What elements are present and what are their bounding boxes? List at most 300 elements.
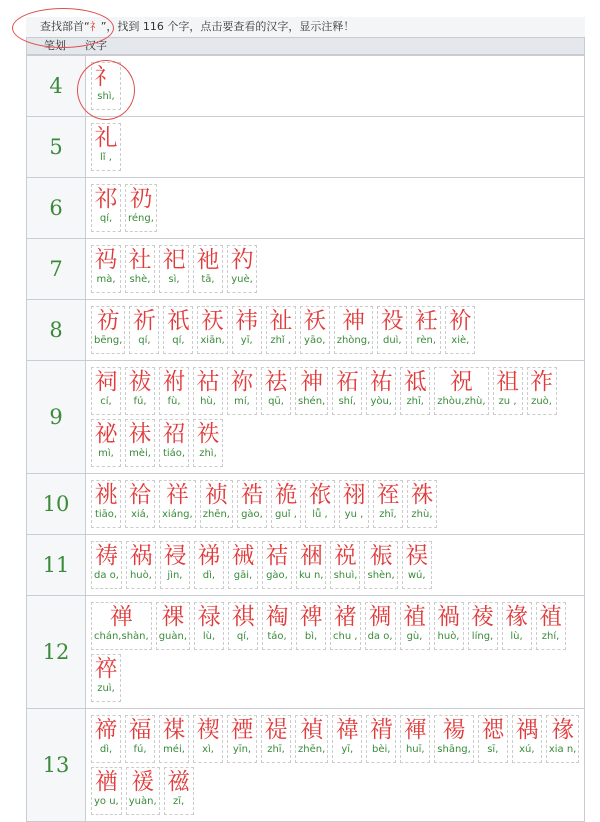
character-list [86, 361, 585, 474]
character-list [86, 56, 585, 117]
notice-prefix: 查找部首“ [40, 20, 90, 33]
character-glyph[interactable]: 禐 [131, 769, 155, 795]
character-pinyin: xiān, [200, 335, 225, 346]
stroke-group-row [27, 709, 585, 822]
character-glyph[interactable]: 褌 [403, 717, 427, 743]
character-cell[interactable] [366, 367, 396, 415]
character-cell[interactable] [237, 480, 267, 528]
character-cell[interactable] [193, 245, 223, 293]
character-cell[interactable] [296, 541, 327, 589]
character-glyph[interactable]: 社 [128, 247, 152, 273]
character-glyph[interactable]: 禃 [539, 604, 563, 630]
stroke-count: 9 [27, 361, 86, 474]
character-cell[interactable] [296, 602, 326, 650]
character-cell[interactable] [91, 541, 122, 589]
character-cell[interactable] [266, 306, 296, 354]
character-pinyin: zhǐ , [270, 335, 292, 346]
character-glyph[interactable]: 礼 [94, 125, 118, 151]
character-glyph[interactable]: 祒 [162, 421, 186, 447]
character-pinyin: dì, [202, 570, 216, 581]
character-glyph[interactable]: 祠 [94, 369, 118, 395]
character-pinyin: duì, [382, 335, 402, 346]
character-glyph[interactable]: 禒 [551, 717, 575, 743]
character-glyph[interactable]: 禖 [162, 717, 186, 743]
character-cell[interactable] [91, 306, 125, 354]
character-glyph[interactable]: 祎 [235, 308, 259, 334]
character-pinyin: yu , [344, 509, 364, 520]
character-pinyin: wú, [407, 570, 426, 581]
character-glyph[interactable]: 祲 [163, 543, 187, 569]
character-cell[interactable] [334, 306, 374, 354]
character-cell[interactable] [227, 245, 257, 293]
character-cell[interactable] [305, 480, 335, 528]
character-glyph[interactable]: 禄 [197, 604, 221, 630]
character-cell[interactable] [193, 419, 223, 467]
character-glyph[interactable]: 祑 [196, 421, 220, 447]
character-glyph[interactable]: 祮 [265, 543, 289, 569]
character-glyph[interactable]: 祴 [231, 543, 255, 569]
character-glyph[interactable]: 禋 [230, 717, 254, 743]
character-pinyin: yīn, [232, 744, 252, 755]
character-cell[interactable] [400, 367, 430, 415]
stroke-count: 12 [27, 596, 86, 709]
character-flow [91, 478, 584, 530]
character-cell[interactable] [91, 367, 121, 415]
character-glyph[interactable]: 禉 [94, 769, 118, 795]
character-cell[interactable] [197, 306, 227, 354]
character-glyph[interactable]: 祃 [94, 247, 118, 273]
character-glyph[interactable]: 祧 [94, 482, 118, 508]
character-glyph[interactable]: 衸 [448, 308, 472, 334]
character-glyph[interactable]: 禌 [167, 769, 191, 795]
character-cell[interactable] [536, 602, 566, 650]
character-pinyin: bèi, [372, 744, 391, 755]
character-flow [91, 182, 584, 234]
character-glyph[interactable]: 衽 [414, 308, 438, 334]
character-pinyin: chu , [333, 631, 358, 642]
character-glyph[interactable]: 礿 [230, 247, 254, 273]
character-cell[interactable] [546, 715, 580, 763]
character-glyph[interactable]: 祗 [403, 369, 427, 395]
character-glyph[interactable]: 禔 [264, 717, 288, 743]
character-flow [91, 60, 584, 112]
character-glyph[interactable]: 神 [300, 369, 324, 395]
character-pinyin: tā, [201, 274, 215, 285]
character-cell[interactable] [332, 715, 362, 763]
character-cell[interactable] [91, 715, 121, 763]
character-pinyin: rèn, [416, 335, 437, 346]
character-pinyin: yī, [240, 335, 253, 346]
character-cell[interactable] [364, 541, 397, 589]
character-cell[interactable] [91, 419, 121, 467]
character-cell[interactable] [163, 306, 193, 354]
character-pinyin: réng, [128, 213, 154, 224]
character-pinyin: fù, [167, 396, 181, 407]
character-glyph[interactable]: 禓 [442, 717, 466, 743]
character-pinyin: hù, [200, 396, 216, 407]
character-glyph[interactable]: 祢 [230, 369, 254, 395]
character-cell[interactable] [91, 602, 152, 650]
character-table [26, 55, 585, 822]
header-chars: 汉字 [85, 39, 107, 52]
character-pinyin: gào, [266, 570, 288, 581]
stroke-group-row [27, 596, 585, 709]
character-cell[interactable] [227, 715, 257, 763]
character-pinyin: sì, [168, 274, 180, 285]
character-pinyin: méi, [163, 744, 185, 755]
character-glyph[interactable]: 祱 [333, 543, 357, 569]
character-pinyin: xì, [202, 744, 214, 755]
character-glyph[interactable]: 祥 [165, 482, 189, 508]
character-cell[interactable] [493, 367, 523, 415]
character-cell[interactable] [126, 767, 160, 815]
character-pinyin: shuì, [333, 570, 358, 581]
character-glyph[interactable]: 祽 [94, 656, 118, 682]
character-cell[interactable] [365, 602, 396, 650]
character-cell[interactable] [160, 541, 190, 589]
character-pinyin: lǐ , [100, 152, 112, 163]
character-glyph[interactable]: 祾 [471, 604, 495, 630]
character-cell[interactable] [512, 715, 542, 763]
character-glyph[interactable]: 祹 [265, 604, 289, 630]
stroke-group-row [27, 474, 585, 535]
character-glyph[interactable]: 祇 [166, 308, 190, 334]
notice-radical: 礻 [89, 20, 101, 33]
character-pinyin: qí, [172, 335, 185, 346]
character-pinyin: gāi, [233, 570, 253, 581]
character-glyph[interactable]: 禍 [437, 604, 461, 630]
character-pinyin: zhī, [379, 509, 397, 520]
character-cell[interactable] [339, 480, 369, 528]
character-cell[interactable] [228, 541, 258, 589]
character-cell[interactable] [366, 715, 396, 763]
character-list [86, 300, 585, 361]
character-list [86, 535, 585, 596]
radical-search-results [26, 17, 585, 822]
character-pinyin: táo, [267, 631, 287, 642]
character-pinyin: lǚ , [312, 509, 328, 520]
character-glyph[interactable]: 祋 [380, 308, 404, 334]
character-pinyin: fú, [133, 744, 147, 755]
character-glyph[interactable]: 祓 [128, 369, 152, 395]
character-glyph[interactable]: 禃 [403, 604, 427, 630]
character-cell[interactable] [445, 306, 475, 354]
character-glyph[interactable]: 祆 [201, 308, 225, 334]
character-glyph[interactable]: 祪 [274, 482, 298, 508]
character-cell[interactable] [478, 715, 508, 763]
character-glyph[interactable]: 禊 [196, 717, 220, 743]
character-cell[interactable] [400, 602, 430, 650]
character-glyph[interactable]: 祦 [405, 543, 429, 569]
character-pinyin: yuè, [231, 274, 253, 285]
character-glyph[interactable]: 禕 [335, 717, 359, 743]
character-cell[interactable] [262, 602, 292, 650]
character-pinyin: zhēn, [298, 744, 326, 755]
character-cell[interactable] [125, 715, 155, 763]
character-glyph[interactable]: 祂 [196, 247, 220, 273]
character-pinyin: bēng, [94, 335, 123, 346]
character-cell[interactable] [156, 602, 190, 650]
character-pinyin: yòu, [370, 396, 392, 407]
character-cell[interactable] [468, 602, 498, 650]
character-pinyin: líng, [471, 631, 494, 642]
character-cell[interactable] [434, 602, 464, 650]
character-glyph[interactable]: 祬 [376, 482, 400, 508]
character-pinyin: zhí, [541, 631, 560, 642]
character-list [86, 178, 585, 239]
character-glyph[interactable]: 祈 [132, 308, 156, 334]
character-glyph[interactable]: 祕 [94, 421, 118, 447]
character-pinyin: zhòu,zhù, [437, 396, 486, 407]
character-pinyin: gù, [406, 631, 423, 642]
character-glyph[interactable]: 祝 [449, 369, 473, 395]
character-pinyin: zuò, [531, 396, 552, 407]
stroke-group-row [27, 56, 585, 117]
character-cell[interactable] [125, 480, 155, 528]
character-pinyin: huò, [129, 570, 152, 581]
character-cell[interactable] [159, 367, 189, 415]
character-pinyin: qí, [236, 631, 250, 642]
character-pinyin: yāo, [304, 335, 326, 346]
character-cell[interactable] [330, 602, 361, 650]
character-glyph[interactable]: 祐 [369, 369, 393, 395]
character-glyph[interactable]: 祉 [269, 308, 293, 334]
character-cell[interactable] [194, 541, 224, 589]
character-glyph[interactable]: 祤 [342, 482, 366, 508]
character-cell[interactable] [126, 541, 156, 589]
character-cell[interactable] [125, 184, 157, 232]
character-glyph[interactable]: 祛 [264, 369, 288, 395]
character-pinyin: shí, [338, 396, 356, 407]
character-pinyin: xú, [519, 744, 535, 755]
character-pinyin: fú, [133, 396, 147, 407]
character-pinyin: qū, [268, 396, 284, 407]
character-cell[interactable] [91, 184, 121, 232]
character-cell[interactable] [434, 715, 474, 763]
character-pinyin: mí, [234, 396, 250, 407]
character-cell[interactable] [91, 62, 121, 110]
character-pinyin: zhòng, [336, 335, 371, 346]
character-cell[interactable] [271, 480, 301, 528]
character-cell[interactable] [330, 541, 360, 589]
character-glyph[interactable]: 祅 [303, 308, 327, 334]
character-glyph[interactable]: 祜 [196, 369, 220, 395]
character-pinyin: zu , [498, 396, 517, 407]
character-pinyin: lù, [510, 631, 523, 642]
character-pinyin: guàn, [158, 631, 188, 642]
character-cell[interactable] [125, 367, 155, 415]
character-pinyin: yo u, [94, 796, 119, 807]
character-cell[interactable] [91, 480, 121, 528]
character-pinyin: dì, [99, 744, 113, 755]
result-notice [26, 17, 585, 37]
character-pinyin: shèn, [367, 570, 395, 581]
character-pinyin: da o, [367, 631, 393, 642]
character-pinyin: tiáo, [162, 448, 186, 459]
character-cell[interactable] [261, 367, 291, 415]
character-cell[interactable] [200, 480, 233, 528]
character-pinyin: xiáng, [162, 509, 193, 520]
stroke-count: 7 [27, 239, 86, 300]
character-cell[interactable] [91, 767, 122, 815]
character-glyph[interactable]: 福 [128, 717, 152, 743]
character-glyph[interactable]: 祙 [128, 421, 152, 447]
character-glyph[interactable]: 祫 [128, 482, 152, 508]
character-pinyin: zhù, [411, 509, 433, 520]
character-cell[interactable] [159, 480, 196, 528]
character-cell[interactable] [193, 367, 223, 415]
character-cell[interactable] [377, 306, 407, 354]
character-cell[interactable] [159, 419, 189, 467]
character-glyph[interactable]: 祺 [231, 604, 255, 630]
character-pinyin: huò, [437, 631, 460, 642]
stroke-group-row [27, 239, 585, 300]
character-glyph[interactable]: 祼 [161, 604, 185, 630]
character-flow [91, 713, 584, 817]
character-cell[interactable] [91, 123, 121, 171]
character-glyph[interactable]: 祷 [94, 543, 118, 569]
character-cell[interactable] [527, 367, 557, 415]
character-pinyin: bì, [304, 631, 318, 642]
character-glyph[interactable]: 禒 [505, 604, 529, 630]
character-pinyin: zhī, [267, 744, 285, 755]
character-glyph[interactable]: 祔 [162, 369, 186, 395]
character-cell[interactable] [125, 245, 155, 293]
character-cell[interactable] [402, 541, 432, 589]
character-glyph[interactable]: 祳 [369, 543, 393, 569]
character-cell[interactable] [159, 245, 189, 293]
character-glyph[interactable]: 祸 [129, 543, 153, 569]
character-glyph[interactable]: 禂 [368, 604, 392, 630]
stroke-group-row [27, 361, 585, 474]
character-glyph[interactable]: 祖 [496, 369, 520, 395]
character-glyph[interactable]: 禇 [333, 604, 357, 630]
character-cell[interactable] [227, 367, 257, 415]
character-cell[interactable] [434, 367, 488, 415]
character-cell[interactable] [502, 602, 532, 650]
character-glyph[interactable]: 祯 [204, 482, 228, 508]
character-glyph[interactable]: 禅 [109, 604, 133, 630]
character-pinyin: qí, [138, 335, 151, 346]
character-flow [91, 243, 584, 295]
character-pinyin: huī, [405, 744, 425, 755]
character-pinyin: yuàn, [128, 796, 157, 807]
character-pinyin: zhì, [199, 448, 217, 459]
character-flow [91, 304, 584, 356]
character-pinyin: mà, [96, 274, 116, 285]
stroke-group-row [27, 300, 585, 361]
character-cell[interactable] [91, 245, 121, 293]
character-glyph[interactable]: 禘 [94, 717, 118, 743]
character-glyph[interactable]: 祶 [197, 543, 221, 569]
character-glyph[interactable]: 祵 [299, 543, 323, 569]
character-cell[interactable] [159, 715, 189, 763]
character-cell[interactable] [300, 306, 330, 354]
character-pinyin: sī, [487, 744, 499, 755]
character-pinyin: tiāo, [94, 509, 118, 520]
character-flow [91, 600, 584, 704]
character-glyph[interactable]: 禆 [299, 604, 323, 630]
character-glyph[interactable]: 祚 [530, 369, 554, 395]
character-pinyin: chán,shàn, [94, 631, 149, 642]
character-cell[interactable] [194, 602, 224, 650]
character-glyph[interactable]: 神 [342, 308, 365, 334]
character-list [86, 596, 585, 709]
character-glyph[interactable]: 祣 [308, 482, 332, 508]
character-glyph[interactable]: 祏 [335, 369, 359, 395]
character-glyph[interactable]: 祰 [240, 482, 264, 508]
character-cell[interactable] [261, 715, 291, 763]
character-pinyin: lù, [202, 631, 216, 642]
stroke-count: 8 [27, 300, 86, 361]
character-list [86, 474, 585, 535]
character-glyph[interactable]: 礽 [129, 186, 153, 212]
character-pinyin: qí, [99, 213, 113, 224]
table-header [26, 37, 585, 55]
character-cell[interactable] [228, 602, 258, 650]
stroke-group-row [27, 178, 585, 239]
character-pinyin: zuì, [97, 683, 115, 694]
character-cell[interactable] [400, 715, 430, 763]
character-cell[interactable] [295, 715, 328, 763]
character-glyph[interactable]: 禙 [369, 717, 393, 743]
stroke-count: 4 [27, 56, 86, 117]
character-pinyin: zhī, [406, 396, 424, 407]
character-pinyin: jìn, [167, 570, 183, 581]
stroke-count: 5 [27, 117, 86, 178]
stroke-group-row [27, 117, 585, 178]
character-pinyin: yī, [341, 744, 354, 755]
character-cell[interactable] [129, 306, 159, 354]
character-cell[interactable] [125, 419, 155, 467]
character-cell[interactable] [193, 715, 223, 763]
character-cell[interactable] [164, 767, 194, 815]
character-cell[interactable] [262, 541, 292, 589]
character-cell[interactable] [295, 367, 328, 415]
character-pinyin: mèi, [129, 448, 151, 459]
character-pinyin: da o, [94, 570, 119, 581]
character-glyph[interactable]: 祀 [162, 247, 186, 273]
stroke-count: 6 [27, 178, 86, 239]
character-cell[interactable] [407, 480, 437, 528]
character-flow [91, 365, 584, 469]
character-cell[interactable] [411, 306, 441, 354]
character-list [86, 709, 585, 822]
character-pinyin: zhēn, [202, 509, 230, 520]
stroke-group-row [27, 535, 585, 596]
character-cell[interactable] [91, 654, 121, 702]
character-glyph[interactable]: 礻 [94, 64, 118, 90]
character-cell[interactable] [373, 480, 403, 528]
character-pinyin: cí, [100, 396, 112, 407]
character-cell[interactable] [232, 306, 262, 354]
character-flow [91, 539, 584, 591]
character-glyph[interactable]: 禑 [515, 717, 539, 743]
character-list [86, 117, 585, 178]
character-cell[interactable] [332, 367, 362, 415]
notice-suffix: ”，找到 116 个字，点击要查看的汉字，显示注释！ [100, 20, 355, 33]
character-glyph[interactable]: 禎 [300, 717, 324, 743]
character-pinyin: guǐ , [275, 509, 297, 520]
character-pinyin: xiá, [130, 509, 149, 520]
character-pinyin: shāng, [437, 744, 471, 755]
character-glyph[interactable]: 祁 [94, 186, 118, 212]
character-pinyin: ku n, [298, 570, 324, 581]
character-glyph[interactable]: 祩 [410, 482, 434, 508]
character-glyph[interactable]: 祊 [96, 308, 120, 334]
stroke-count: 10 [27, 474, 86, 535]
character-glyph[interactable]: 禗 [481, 717, 505, 743]
